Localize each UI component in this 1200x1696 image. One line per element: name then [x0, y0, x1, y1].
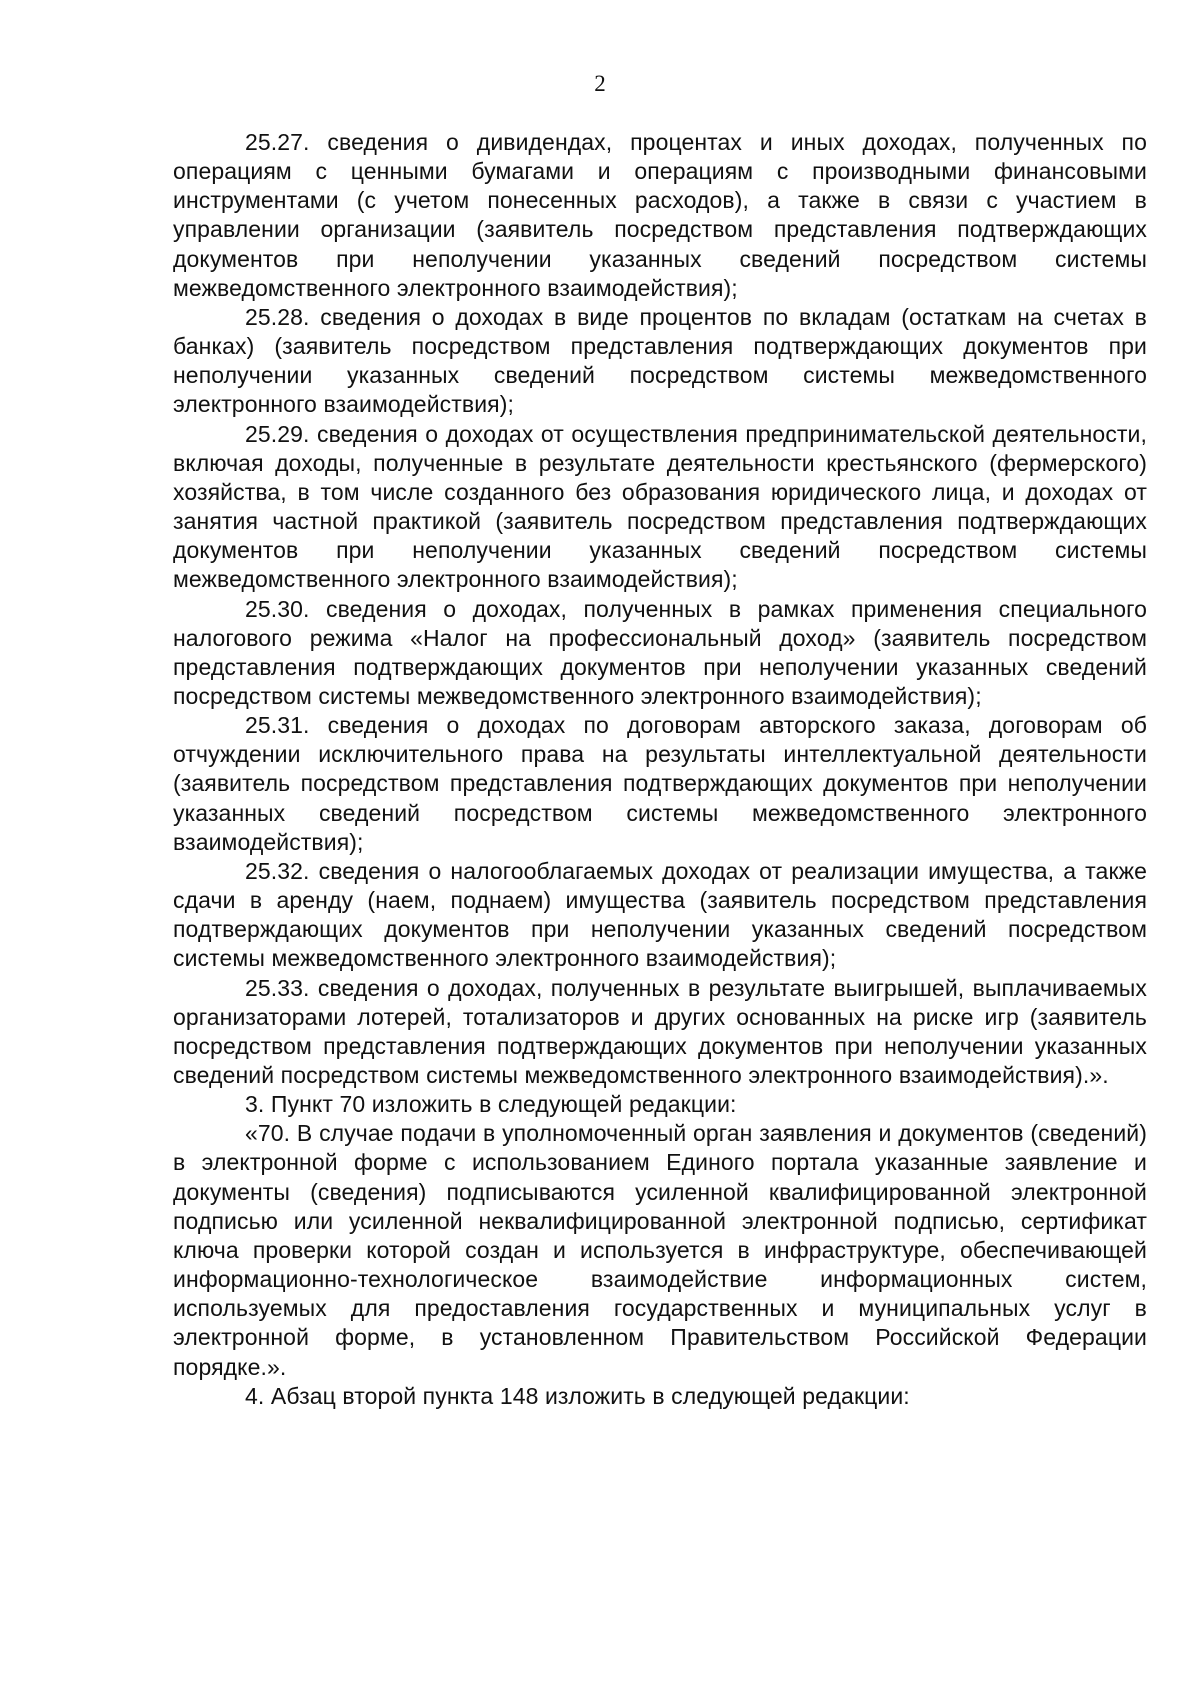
paragraph-25-27: 25.27. сведения о дивидендах, процентах и иных доходах, полученных по операциям с ценными бумагами и операциям с производными финансовыми инструментами (с учетом понесенных расходов), а также в связи с участием в управлении организации (заявитель посредством представления подтверждающих документов при неполучении указанных сведений посредством системы межведомственного электронного взаимодействия);	[173, 129, 1147, 301]
paragraph-25-30: 25.30. сведения о доходах, полученных в рамках применения специального налогового режима «Налог на профессиональный доход» (заявитель посредством представления подтверждающих документов при неполучении указанных сведений посредством системы межведомственного электронного взаимодействия);	[173, 595, 1147, 709]
paragraph-25-32: 25.32. сведения о налогооблагаемых доходах от реализации имущества, а также сдачи в аренду (наем, поднаем) имущества (заявитель посредством представления подтверждающих документов при неполучении указанных сведений посредством системы межведомственного электронного взаимодействия);	[173, 857, 1147, 972]
page-number: 2	[594, 71, 606, 96]
document-body	[173, 128, 1147, 1411]
paragraph-item-3: 3. Пункт 70 изложить в следующей редакции:	[245, 1091, 737, 1118]
paragraph-25-28: 25.28. сведения о доходах в виде процентов по вкладам (остаткам на счетах в банках) (заявитель посредством представления подтверждающих документов при неполучении указанных сведений посредством системы межведомственного электронного взаимодействия);	[173, 303, 1147, 418]
paragraph-25-31: 25.31. сведения о доходах по договорам авторского заказа, договорам об отчуждении исключительного права на результаты интеллектуальной деятельности (заявитель посредством представления подтверждающих документов при неполучении указанных сведений посредством системы межведомственного электронного взаимодействия);	[173, 712, 1147, 855]
paragraph-item-4: 4. Абзац второй пункта 148 изложить в следующей редакции:	[245, 1382, 910, 1409]
paragraph-25-33: 25.33. сведения о доходах, полученных в результате выигрышей, выплачиваемых организаторами лотерей, тотализаторов и других основанных на риске игр (заявитель посредством представления подтверждающих документов при неполучении указанных сведений посредством системы межведомственного электронного взаимодействия).».	[173, 974, 1147, 1088]
paragraph-25-29: 25.29. сведения о доходах от осуществления предпринимательской деятельности, включая доходы, полученные в результате деятельности крестьянского (фермерского) хозяйства, в том числе созданного без образования юридического лица, и доходах от занятия частной практикой (заявитель посредством представления подтверждающих документов при неполучении указанных сведений посредством системы межведомственного электронного взаимодействия);	[173, 420, 1147, 593]
paragraph-item-70: «70. В случае подачи в уполномоченный орган заявления и документов (сведений) в электронной форме с использованием Единого портала указанные заявление и документы (сведения) подписываются усиленной квалифицированной электронной подписью или усиленной неквалифицированной электронной подписью, сертификат ключа проверки которой создан и используется в инфраструктуре, обеспечивающей информационно-технологическое взаимодействие информационных систем, используемых для предоставления государственных и муниципальных услуг в электронной форме, в установленном Правительством Российской Федерации порядке.».	[173, 1120, 1147, 1380]
